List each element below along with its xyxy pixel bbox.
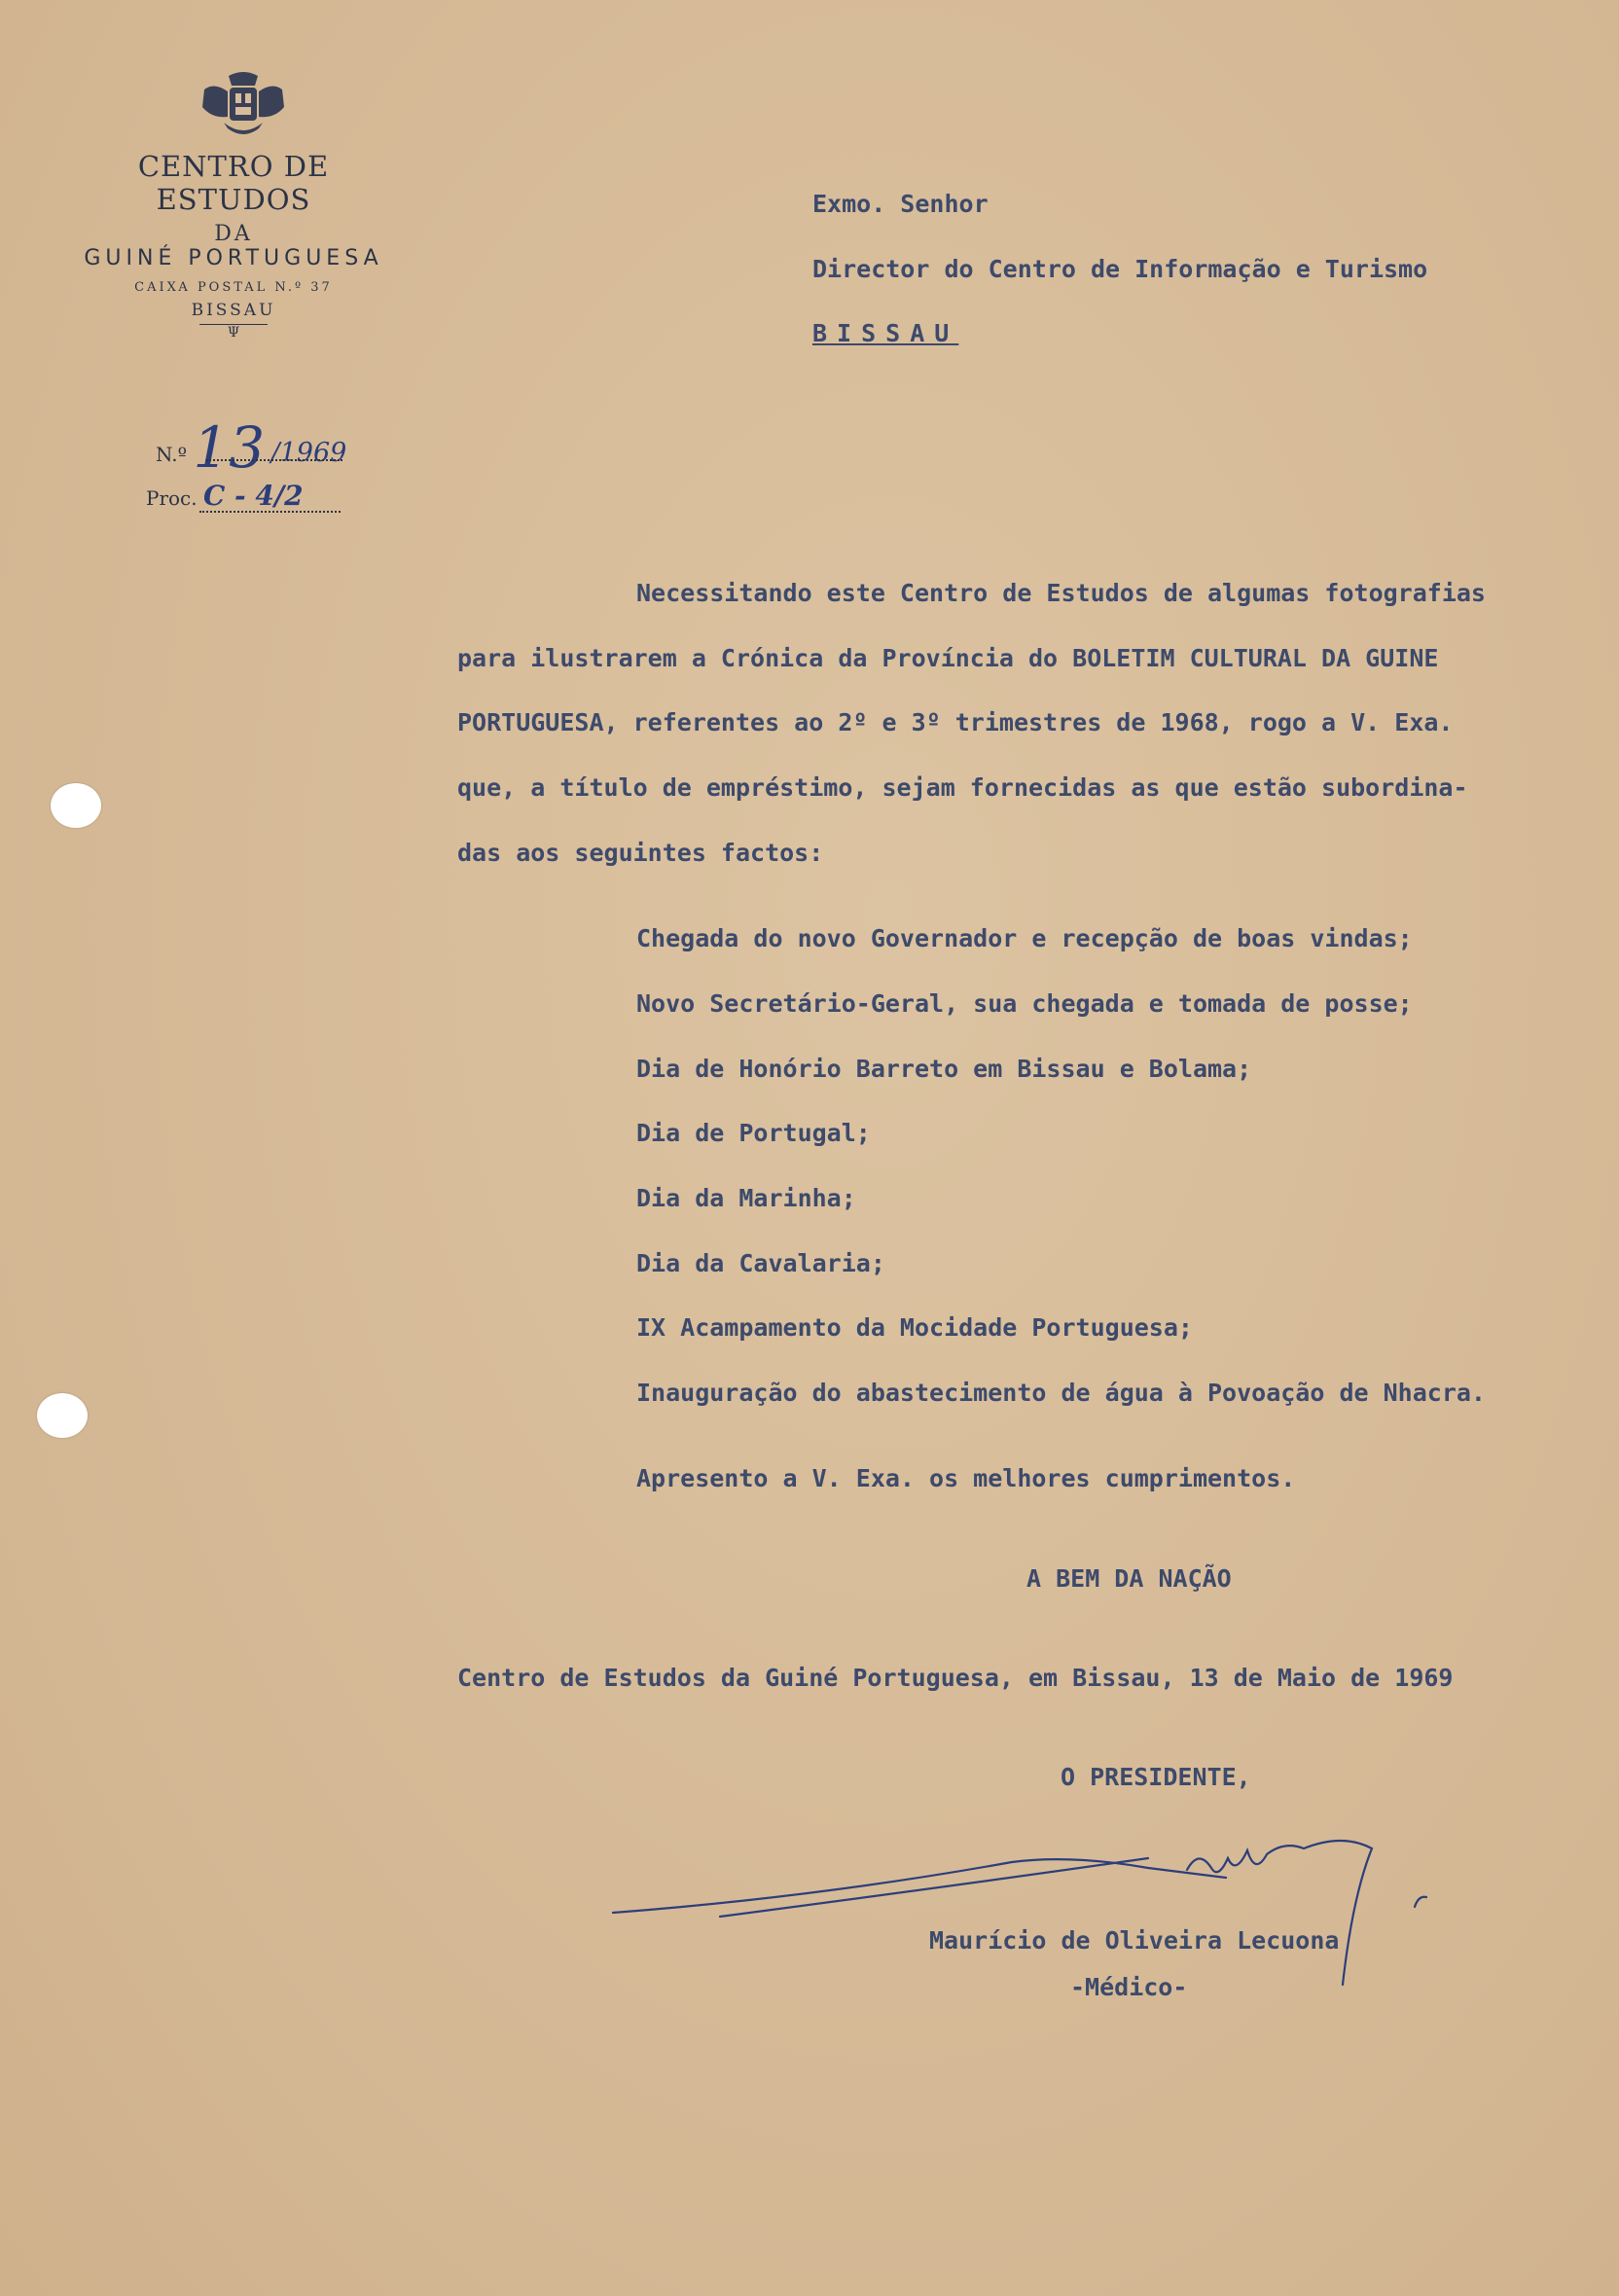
closing-line: Apresento a V. Exa. os melhores cumprimentos. [636, 1464, 1296, 1492]
list-item: Dia de Portugal; [636, 1119, 871, 1147]
list-item: Dia da Cavalaria; [636, 1249, 885, 1277]
list-item: IX Acampamento da Mocidade Portuguesa; [636, 1313, 1193, 1342]
list-item: Chegada do novo Governador e recepção de boas vindas; [636, 924, 1413, 952]
body-line: das aos seguintes factos: [457, 839, 824, 867]
letterhead-guine: GUINÉ PORTUGUESA [84, 246, 383, 270]
letterhead-city: BISSAU [191, 301, 276, 320]
letterhead-da: DA [214, 222, 253, 246]
signatory-name: Maurício de Oliveira Lecuona [929, 1926, 1340, 1955]
process-dotted-line [199, 511, 341, 513]
punch-hole [51, 783, 101, 828]
addressee-title: Director do Centro de Informação e Turismo [812, 255, 1428, 283]
letterhead-title: CENTRO DE ESTUDOS [137, 150, 330, 216]
letterhead [58, 68, 409, 341]
number-dotted-line [206, 459, 342, 461]
body-line: PORTUGUESA, referentes ao 2º e 3º trimestres de 1968, rogo a V. Exa. [457, 708, 1454, 736]
signatory-role: O PRESIDENTE, [1061, 1763, 1251, 1791]
reference-number [156, 409, 347, 481]
letterhead-po-box: CAIXA POSTAL N.º 37 [134, 280, 333, 295]
number-year: /1969 [270, 438, 347, 468]
list-item: Dia de Honório Barreto em Bissau e Bolama; [636, 1055, 1252, 1083]
addressee-salutation: Exmo. Senhor [812, 190, 989, 218]
body-line: que, a título de empréstimo, sejam fornecidas as que estão subordina- [457, 773, 1468, 802]
process-label: Proc. [146, 486, 198, 510]
place-and-date: Centro de Estudos da Guiné Portuguesa, em Bissau, 13 de Maio de 1969 [457, 1664, 1454, 1692]
list-item: Novo Secretário-Geral, sua chegada e tomada de posse; [636, 989, 1413, 1018]
motto: A BEM DA NAÇÃO [1026, 1564, 1232, 1593]
list-item: Dia da Marinha; [636, 1184, 856, 1212]
body-line: Necessitando este Centro de Estudos de algumas fotografias [636, 579, 1486, 607]
letterhead-symbol: Ψ [227, 325, 240, 341]
signatory-profession: -Médico- [1070, 1973, 1188, 2001]
addressee-city: BISSAU [812, 319, 959, 347]
list-item: Inauguração do abastecimento de água à Povoação de Nhacra. [636, 1379, 1486, 1407]
process-value: C - 4/2 [202, 480, 304, 512]
signature-image [603, 1819, 1479, 1994]
number-label: N.º [156, 443, 187, 466]
number-value: 13 [193, 414, 266, 481]
punch-hole [37, 1393, 88, 1438]
process-number [146, 480, 304, 512]
body-line: para ilustrarem a Crónica da Província do BOLETIM CULTURAL DA GUINE [457, 644, 1439, 672]
